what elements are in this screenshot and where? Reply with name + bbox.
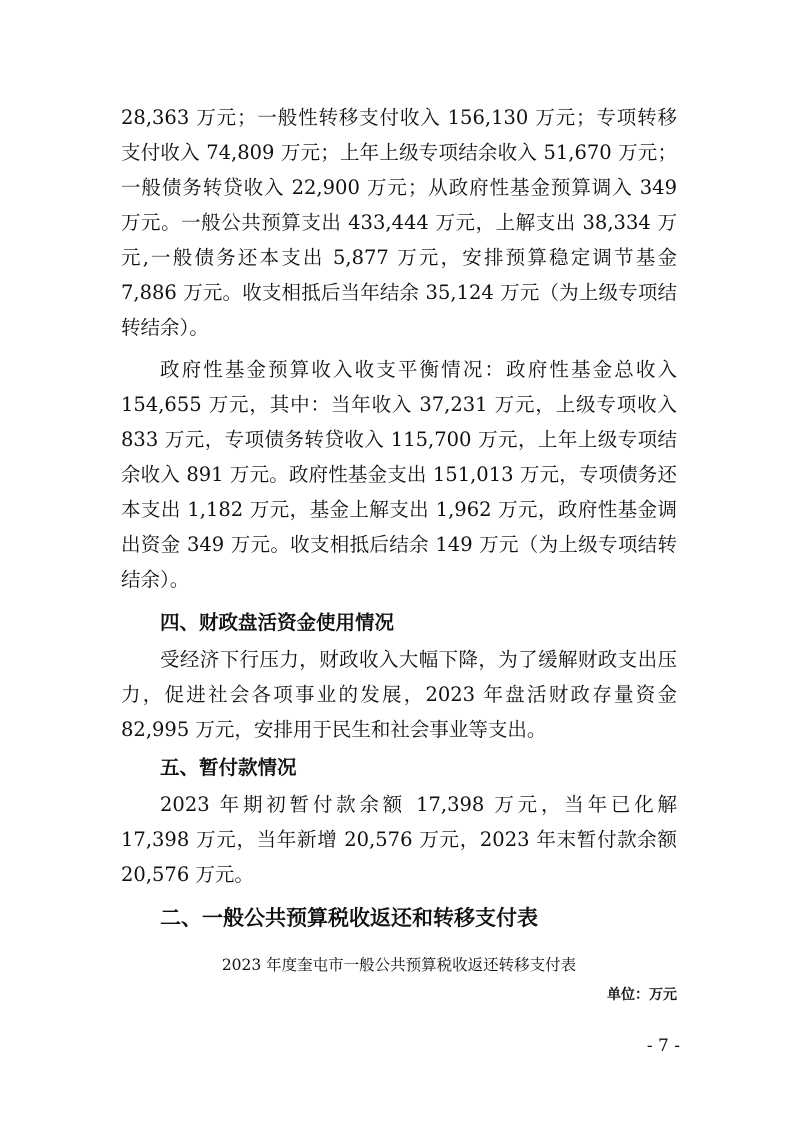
page-number: - 7 - [646,1036,680,1056]
unit-label: 单位：万元 [607,987,677,1003]
heading-revitalized-funds: 四、财政盘活资金使用情况 [160,611,395,634]
table-title: 2023 年度奎屯市一般公共预算税收返还转移支付表 [221,956,577,974]
paragraph-government-fund-balance: 政府性基金预算收入收支平衡情况：政府性基金总收入 154,655 万元，其中：当年收入 37,231 万元，上级专项收入 833 万元，专项债务转贷收入 115,700 万元，上年上级专项结余收入 891 万元。政府性基金支出 151,013 万元，专项债务还本支出 1,182 万元，基金上解支出 1,962 万元，政府性基金调出资金 349 万元。收支相抵后结余 149 万元（为上级专项结转结余）。 [121,358,677,591]
section-title: 二、一般公共预算税收返还和转移支付表 [160,906,538,930]
heading-temporary-payments: 五、暂付款情况 [160,756,297,779]
paragraph-temporary-payments: 2023 年期初暂付款余额 17,398 万元，当年已化解 17,398 万元，当年新增 20,576 万元，2023 年末暂付款余额 20,576 万元。 [121,793,677,886]
paragraph-general-budget-balance: 28,363 万元；一般性转移支付收入 156,130 万元；专项转移支付收入 74,809 万元；上年上级专项结余收入 51,670 万元；一般债务转贷收入 22,900 万元；从政府性基金预算调入 349 万元。一般公共预算支出 433,444 万元，上解支出 38,334 万元,一般债务还本支出 5,877 万元，安排预算稳定调节基金 7,886 万元。收支相抵后当年结余 35,124 万元（为上级专项结转结余）。 [121,106,677,339]
paragraph-revitalized-funds: 受经济下行压力，财政收入大幅下降，为了缓解财政支出压力，促进社会各项事业的发展，2023 年盘活财政存量资金 82,995 万元，安排用于民生和社会事业等支出。 [121,648,677,741]
